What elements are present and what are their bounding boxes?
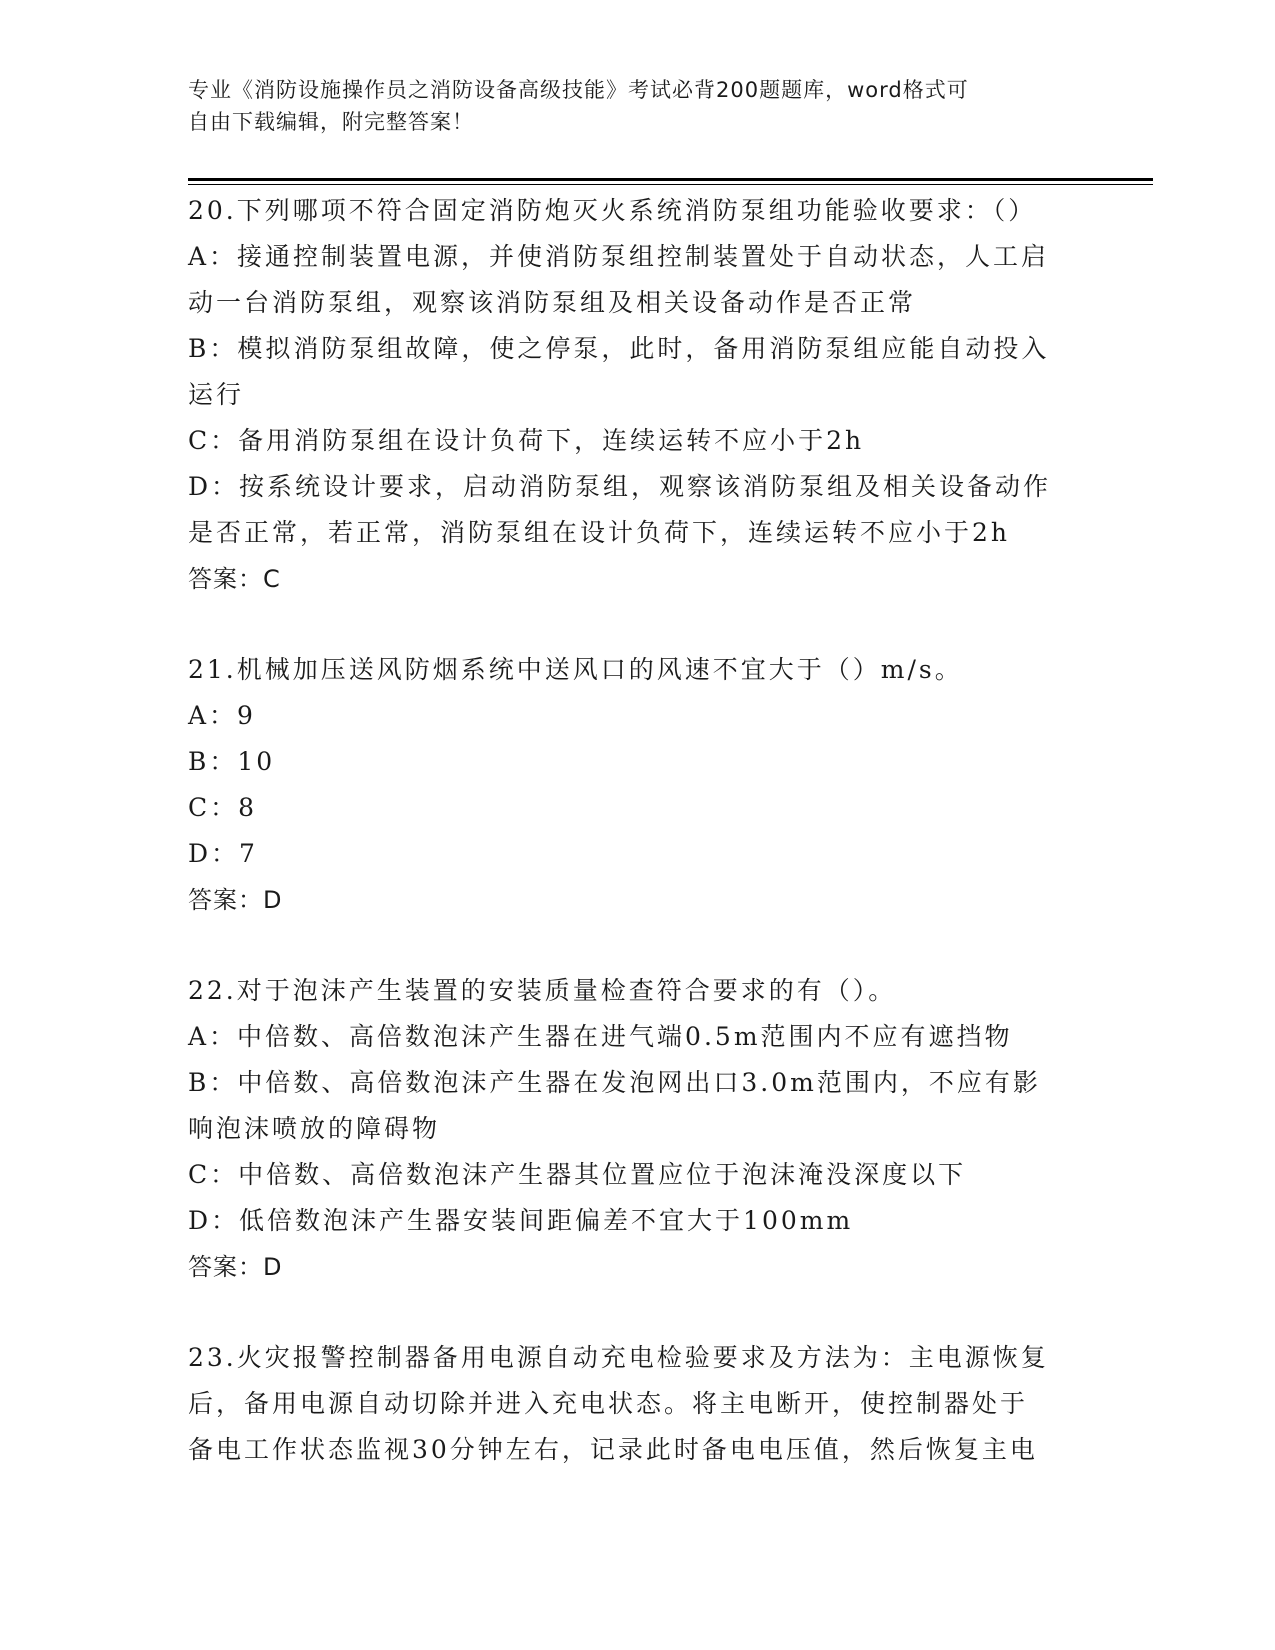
header-divider: [188, 178, 1153, 181]
option-b: [188, 326, 1088, 418]
answer-label: 答案：D: [188, 1253, 283, 1281]
answer-label: 答案：C: [188, 565, 281, 593]
option-a: A：中倍数、高倍数泡沫产生器在进气端0.5m范围内不应有遮挡物: [188, 1022, 1013, 1051]
question-20: [188, 188, 1088, 602]
option-line: B：模拟消防泵组故障，使之停泵，此时，备用消防泵组应能自动投入: [188, 334, 1050, 363]
option-d: D：低倍数泡沫产生器安装间距偏差不宜大于100mm: [188, 1206, 854, 1235]
question-stem: 21.机械加压送风防烟系统中送风口的风速不宜大于（）m/s。: [188, 655, 963, 684]
question-22: [188, 968, 1088, 1290]
option-b: B：10: [188, 747, 276, 776]
option-line: 是否正常，若正常，消防泵组在设计负荷下，连续运转不应小于2h: [188, 518, 1011, 547]
question-stem-line: 23.火灾报警控制器备用电源自动充电检验要求及方法为：主电源恢复: [188, 1343, 1049, 1372]
option-a: [188, 234, 1088, 326]
option-a: A：9: [188, 701, 256, 730]
option-line: A：接通控制装置电源，并使消防泵组控制装置处于自动状态，人工启: [188, 242, 1050, 271]
question-stem: 22.对于泡沫产生装置的安装质量检查符合要求的有（）。: [188, 976, 897, 1005]
document-header: [188, 74, 1088, 138]
option-d: D：7: [188, 839, 258, 868]
option-line: 运行: [188, 380, 245, 409]
question-stem: 20.下列哪项不符合固定消防炮灭火系统消防泵组功能验收要求：（）: [188, 196, 1037, 225]
question-stem-line: 备电工作状态监视30分钟左右，记录此时备电电压值，然后恢复主电: [188, 1435, 1038, 1464]
option-d: [188, 464, 1088, 556]
header-divider: [188, 184, 1153, 185]
option-c: C：8: [188, 793, 258, 822]
option-line: D：按系统设计要求，启动消防泵组，观察该消防泵组及相关设备动作: [188, 472, 1052, 501]
question-23: [188, 1335, 1088, 1473]
option-c: C：中倍数、高倍数泡沫产生器其位置应位于泡沫淹没深度以下: [188, 1160, 967, 1189]
option-line: C：备用消防泵组在设计负荷下，连续运转不应小于2h: [188, 426, 865, 455]
header-line: 专业《消防设施操作员之消防设备高级技能》考试必背200题题库，word格式可: [188, 78, 969, 102]
question-stem-line: 后，备用电源自动切除并进入充电状态。将主电断开，使控制器处于: [188, 1389, 1029, 1418]
option-line: 动一台消防泵组，观察该消防泵组及相关设备动作是否正常: [188, 288, 917, 317]
answer-label: 答案：D: [188, 886, 283, 914]
option-line: 响泡沫喷放的障碍物: [188, 1114, 441, 1143]
header-line: 自由下载编辑，附完整答案！: [188, 110, 474, 134]
option-line: B：中倍数、高倍数泡沫产生器在发泡网出口3.0m范围内，不应有影: [188, 1068, 1041, 1097]
question-21: [188, 647, 1088, 923]
option-b: [188, 1060, 1088, 1152]
question-list: [188, 188, 1088, 1473]
option-c: [188, 418, 1088, 464]
